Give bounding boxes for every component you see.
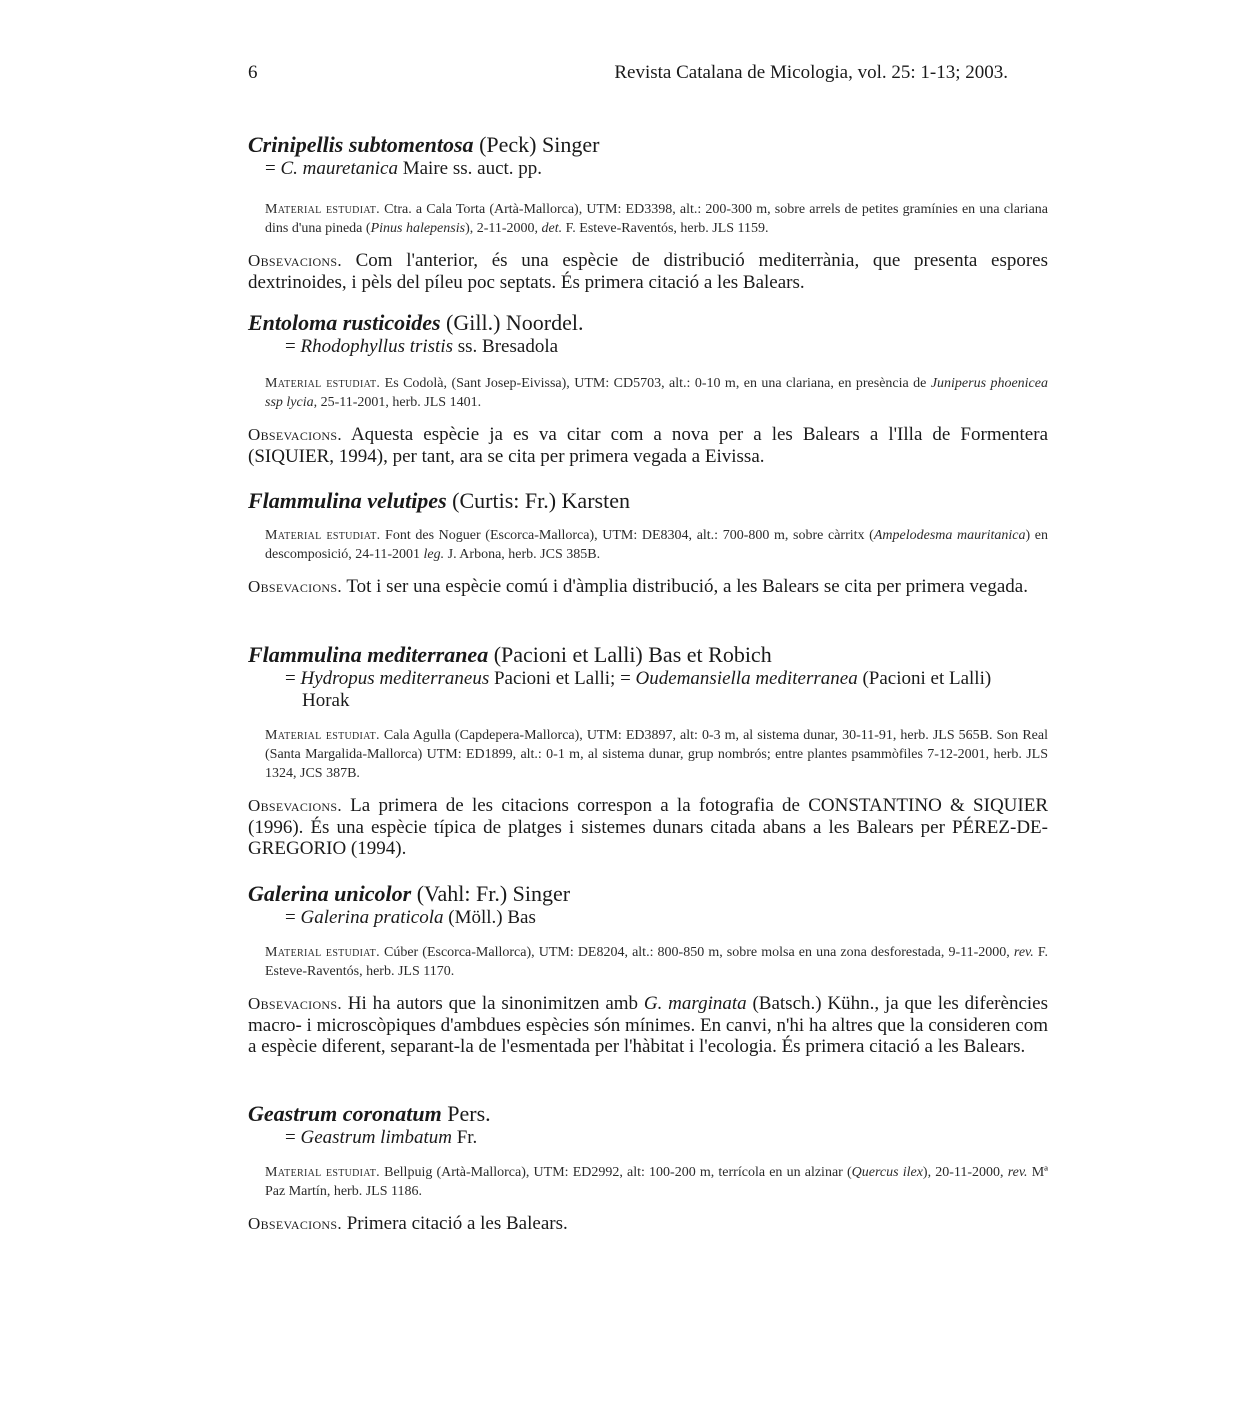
species-heading bbox=[248, 488, 1048, 514]
synonym-rest: Pacioni et Lalli; = bbox=[489, 668, 636, 689]
observations-text: Hi ha autors que la sinonimitzen amb bbox=[341, 993, 644, 1014]
material-text: Cúber (Escorca-Mallorca), UTM: DE8204, alt.: 800-850 m, sobre molsa en una zona desforestada, 9-11-2000, bbox=[379, 945, 1014, 960]
species-name: Flammulina velutipes bbox=[248, 488, 447, 513]
observations-label: Obsevacions. bbox=[248, 425, 342, 444]
page-number: 6 bbox=[248, 62, 258, 83]
material-label: Material estudiat. bbox=[265, 728, 380, 743]
material-text: Ctra. a Cala Torta (Artà-Mallorca), UTM: ED3398, alt.: 200-300 m, sobre arrels de petites gramínies en una clariana dins d'una pineda ( bbox=[265, 202, 1048, 236]
observations-italic: G. marginata bbox=[643, 993, 747, 1014]
species-author: (Pacioni et Lalli) Bas et Robich bbox=[488, 642, 772, 667]
observations-paragraph bbox=[248, 424, 1048, 467]
material-label: Material estudiat. bbox=[265, 1165, 380, 1180]
material-paragraph bbox=[265, 1163, 1048, 1201]
species-entry bbox=[248, 488, 1048, 598]
material-italic: leg. bbox=[423, 547, 445, 562]
species-heading bbox=[248, 310, 1048, 336]
material-text: F. Esteve-Raventós, herb. JLS 1170. bbox=[265, 945, 1048, 979]
synonym-rest: (Pacioni et Lalli) bbox=[857, 668, 992, 689]
species-name: Galerina unicolor bbox=[248, 881, 412, 906]
synonym-rest: Maire ss. auct. pp. bbox=[397, 158, 543, 179]
species-heading bbox=[248, 1101, 1048, 1127]
journal-citation: Revista Catalana de Micologia, vol. 25: 1-13; 2003. bbox=[614, 62, 1008, 83]
material-text: J. Arbona, herb. JCS 385B. bbox=[444, 547, 601, 562]
material-label: Material estudiat. bbox=[265, 945, 380, 960]
observations-paragraph bbox=[248, 993, 1048, 1058]
material-label: Material estudiat. bbox=[265, 376, 381, 391]
species-entry bbox=[248, 1101, 1048, 1235]
material-text: Mª Paz Martín, herb. JLS 1186. bbox=[265, 1165, 1048, 1199]
observations-label: Obsevacions. bbox=[248, 994, 342, 1013]
synonym-name: Galerina praticola bbox=[300, 907, 444, 928]
material-paragraph bbox=[265, 726, 1048, 783]
species-author: Pers. bbox=[441, 1101, 491, 1126]
material-italic: rev. bbox=[1013, 945, 1034, 960]
species-author: (Peck) Singer bbox=[473, 132, 600, 157]
synonym-line bbox=[248, 1127, 1048, 1149]
observations-label: Obsevacions. bbox=[248, 251, 342, 270]
synonym-prefix: = bbox=[285, 907, 301, 928]
material-text: ), 2-11-2000, bbox=[465, 221, 542, 236]
observations-paragraph bbox=[248, 795, 1048, 860]
species-entry bbox=[248, 132, 1048, 293]
material-paragraph bbox=[265, 943, 1048, 981]
species-author: (Curtis: Fr.) Karsten bbox=[446, 488, 630, 513]
synonym-name: C. mauretanica bbox=[280, 158, 398, 179]
material-text: Es Codolà, (Sant Josep-Eivissa), UTM: CD5703, alt.: 0-10 m, en una clariana, en presència de bbox=[380, 376, 931, 391]
material-paragraph bbox=[265, 200, 1048, 238]
synonym-line bbox=[248, 158, 1048, 180]
synonym-name: Geastrum limbatum bbox=[300, 1127, 452, 1148]
material-text: Font des Noguer (Escorca-Mallorca), UTM: DE8304, alt.: 700-800 m, sobre càrritx ( bbox=[380, 528, 874, 543]
material-text: F. Esteve-Raventós, herb. JLS 1159. bbox=[562, 221, 769, 236]
species-author: (Vahl: Fr.) Singer bbox=[411, 881, 571, 906]
synonym-rest: (Möll.) Bas bbox=[443, 907, 536, 928]
synonym-line bbox=[248, 668, 1048, 712]
species-entry bbox=[248, 310, 1048, 467]
material-paragraph bbox=[265, 374, 1048, 412]
synonym-line bbox=[248, 336, 1048, 358]
synonym-prefix: = bbox=[285, 336, 301, 357]
observations-paragraph bbox=[248, 576, 1048, 598]
observations-text: Aquesta espècie ja es va citar com a nova per a les Balears a l'Illa de Formentera (SIQUIER, 1994), per tant, ara se cita per primera vegada a Eivissa. bbox=[248, 424, 1048, 467]
synonym-prefix: = bbox=[285, 1127, 301, 1148]
synonym-name: Oudemansiella mediterranea bbox=[635, 668, 858, 689]
species-entry bbox=[248, 881, 1048, 1058]
material-text: ) en descomposició, 24-11-2001 bbox=[265, 528, 1048, 562]
observations-paragraph bbox=[248, 1213, 1048, 1235]
material-italic: Juniperus phoenicea ssp lycia bbox=[265, 376, 1048, 410]
material-text: , 25-11-2001, herb. JLS 1401. bbox=[313, 395, 482, 410]
species-name: Geastrum coronatum bbox=[248, 1101, 442, 1126]
species-heading bbox=[248, 642, 1048, 668]
species-heading bbox=[248, 881, 1048, 907]
species-entry bbox=[248, 642, 1048, 860]
observations-text: La primera de les citacions correspon a la fotografia de CONSTANTINO & SIQUIER (1996). És una espècie típica de platges i sistemes dunars citada abans a les Balears per PÉREZ-DE-GREGORIO (1994). bbox=[248, 795, 1048, 859]
material-text: Bellpuig (Artà-Mallorca), UTM: ED2992, alt: 100-200 m, terrícola en un alzinar ( bbox=[379, 1165, 852, 1180]
species-heading bbox=[248, 132, 1048, 158]
observations-label: Obsevacions. bbox=[248, 577, 342, 596]
observations-label: Obsevacions. bbox=[248, 1214, 342, 1233]
material-italic: Quercus ilex bbox=[851, 1165, 923, 1180]
material-italic: det. bbox=[541, 221, 563, 236]
observations-label: Obsevacions. bbox=[248, 796, 342, 815]
synonym-prefix: = bbox=[265, 158, 281, 179]
material-italic: Ampelodesma mauritanica bbox=[873, 528, 1026, 543]
synonym-continuation: Horak bbox=[302, 690, 350, 711]
running-header bbox=[248, 62, 1008, 92]
species-name: Crinipellis subtomentosa bbox=[248, 132, 474, 157]
synonym-prefix: = bbox=[285, 668, 301, 689]
synonym-rest: ss. Bresadola bbox=[453, 336, 559, 357]
species-author: (Gill.) Noordel. bbox=[440, 310, 584, 335]
observations-text: Com l'anterior, és una espècie de distribució mediterrània, que presenta espores dextrinoides, i pèls del píleu poc septats. És primera citació a les Balears. bbox=[248, 250, 1048, 293]
synonym-line bbox=[248, 907, 1048, 929]
synonym-name: Hydropus mediterraneus bbox=[300, 668, 490, 689]
species-name: Flammulina mediterranea bbox=[248, 642, 489, 667]
material-text: Cala Agulla (Capdepera-Mallorca), UTM: ED3897, alt: 0-3 m, al sistema dunar, 30-11-91, herb. JLS 565B. Son Real (Santa Margalida-Mallorca) UTM: ED1899, alt.: 0-1 m, al sistema dunar, grup nombrós; entre plantes psammòfiles 7-12-2001, herb. JLS 1324, JCS 387B. bbox=[265, 728, 1048, 781]
material-italic: Pinus halepensis bbox=[370, 221, 466, 236]
material-italic: rev. bbox=[1007, 1165, 1028, 1180]
synonym-name: Rhodophyllus tristis bbox=[300, 336, 454, 357]
observations-text: Tot i ser una espècie comú i d'àmplia distribució, a les Balears se cita per primera vegada. bbox=[341, 576, 1028, 597]
synonym-rest: Fr. bbox=[451, 1127, 478, 1148]
material-label: Material estudiat. bbox=[265, 528, 381, 543]
material-text: ), 20-11-2000, bbox=[922, 1165, 1008, 1180]
material-paragraph bbox=[265, 526, 1048, 564]
species-name: Entoloma rusticoides bbox=[248, 310, 441, 335]
observations-paragraph bbox=[248, 250, 1048, 293]
observations-text: (Batsch.) Kühn., ja que les diferències macro- i microscòpiques d'ambdues espècies són mínimes. En canvi, n'hi ha altres que la consideren com a espècie diferent, separant-la de l'esmentada per l'hàbitat i l'ecologia. És primera citació a les Balears. bbox=[248, 993, 1048, 1057]
observations-text: Primera citació a les Balears. bbox=[341, 1213, 568, 1234]
material-label: Material estudiat. bbox=[265, 202, 380, 217]
